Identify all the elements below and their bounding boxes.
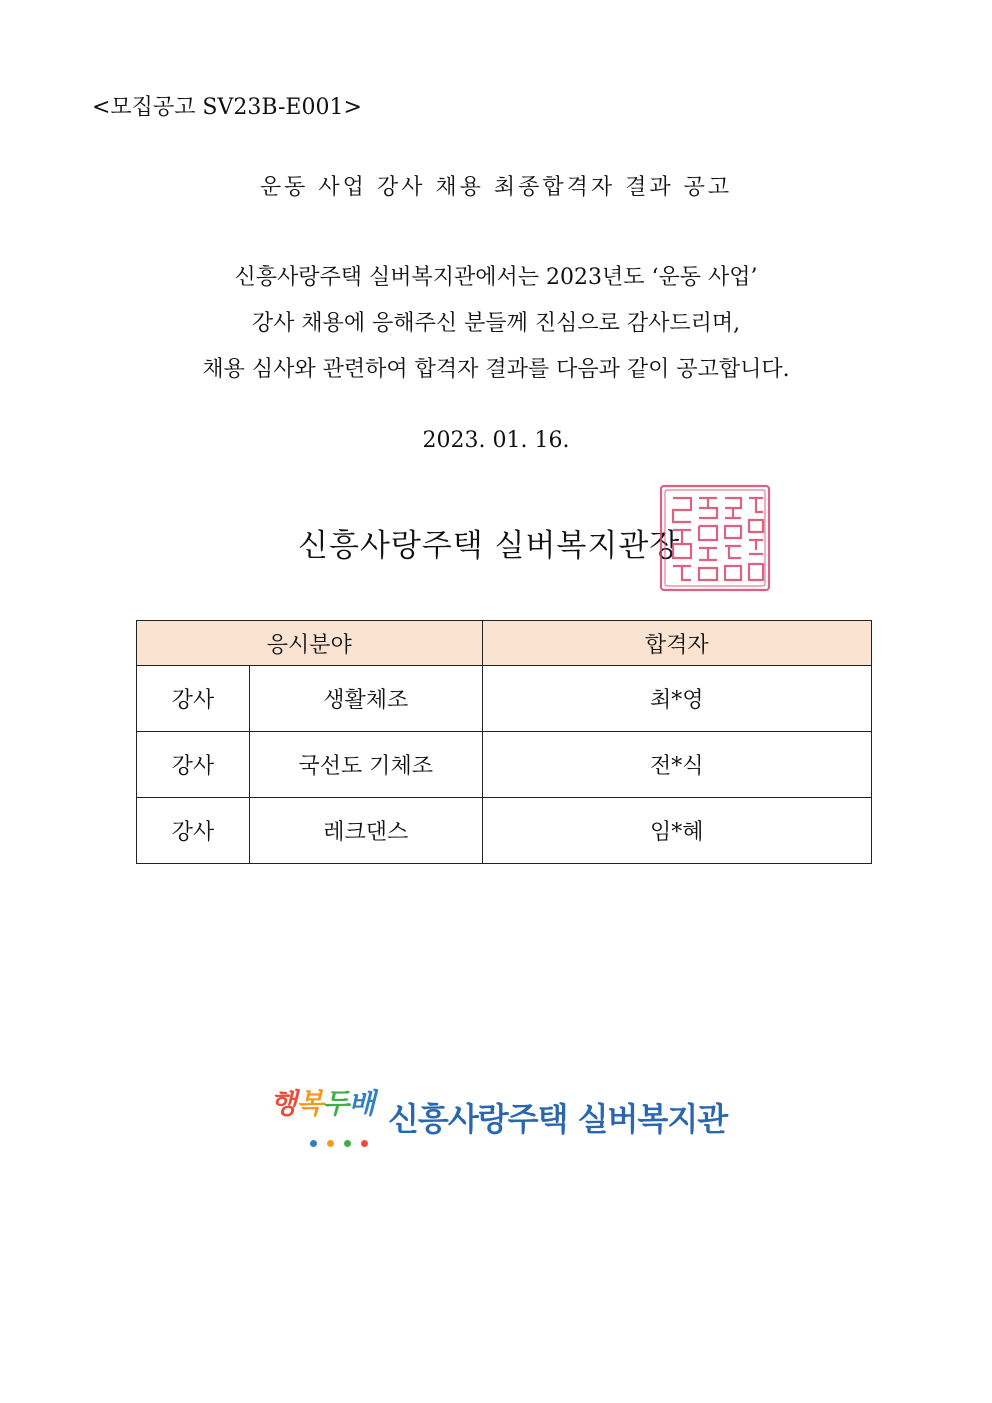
- row-name: 임*혜: [482, 798, 871, 864]
- logo-mark: 행복두배: [270, 1087, 375, 1120]
- dot-icon: [310, 1140, 317, 1147]
- table-row: [137, 666, 872, 732]
- intro-line-3: 채용 심사와 관련하여 합격자 결과를 다음과 같이 공고합니다.: [202, 357, 790, 382]
- table-row: [137, 732, 872, 798]
- signer-title: 신흥사랑주택 실버복지관장: [298, 528, 681, 564]
- document-title: 운동 사업 강사 채용 최종합격자 결과 공고: [259, 175, 733, 200]
- notice-date: 2023. 01. 16.: [422, 428, 570, 453]
- dot-icon: [327, 1140, 334, 1147]
- notice-code: <모집공고 SV23B-E001>: [92, 95, 362, 120]
- row-field: 레크댄스: [249, 798, 482, 864]
- official-seal-icon: [659, 484, 771, 592]
- dot-icon: [344, 1140, 351, 1147]
- organization-logo: [270, 1078, 728, 1148]
- intro-line-2: 강사 채용에 응해주신 분들께 진심으로 감사드리며,: [251, 311, 741, 336]
- logo-name: 신흥사랑주택 실버복지관: [388, 1100, 728, 1138]
- intro-line-1: 신흥사랑주택 실버복지관에서는 2023년도 ‘운동 사업’: [234, 265, 758, 290]
- table-row: [137, 798, 872, 864]
- row-role: 강사: [137, 666, 250, 732]
- row-name: 전*식: [482, 732, 871, 798]
- row-name: 최*영: [482, 666, 871, 732]
- row-field: 국선도 기체조: [249, 732, 482, 798]
- intro-paragraph: [0, 255, 992, 393]
- row-field: 생활체조: [249, 666, 482, 732]
- header-successful-applicant: 합격자: [482, 621, 871, 666]
- header-field: 응시분야: [137, 621, 483, 666]
- table-header-row: [137, 621, 872, 666]
- row-role: 강사: [137, 798, 250, 864]
- row-role: 강사: [137, 732, 250, 798]
- logo-dots-icon: [310, 1132, 378, 1151]
- results-table: [136, 620, 872, 864]
- dot-icon: [361, 1140, 368, 1147]
